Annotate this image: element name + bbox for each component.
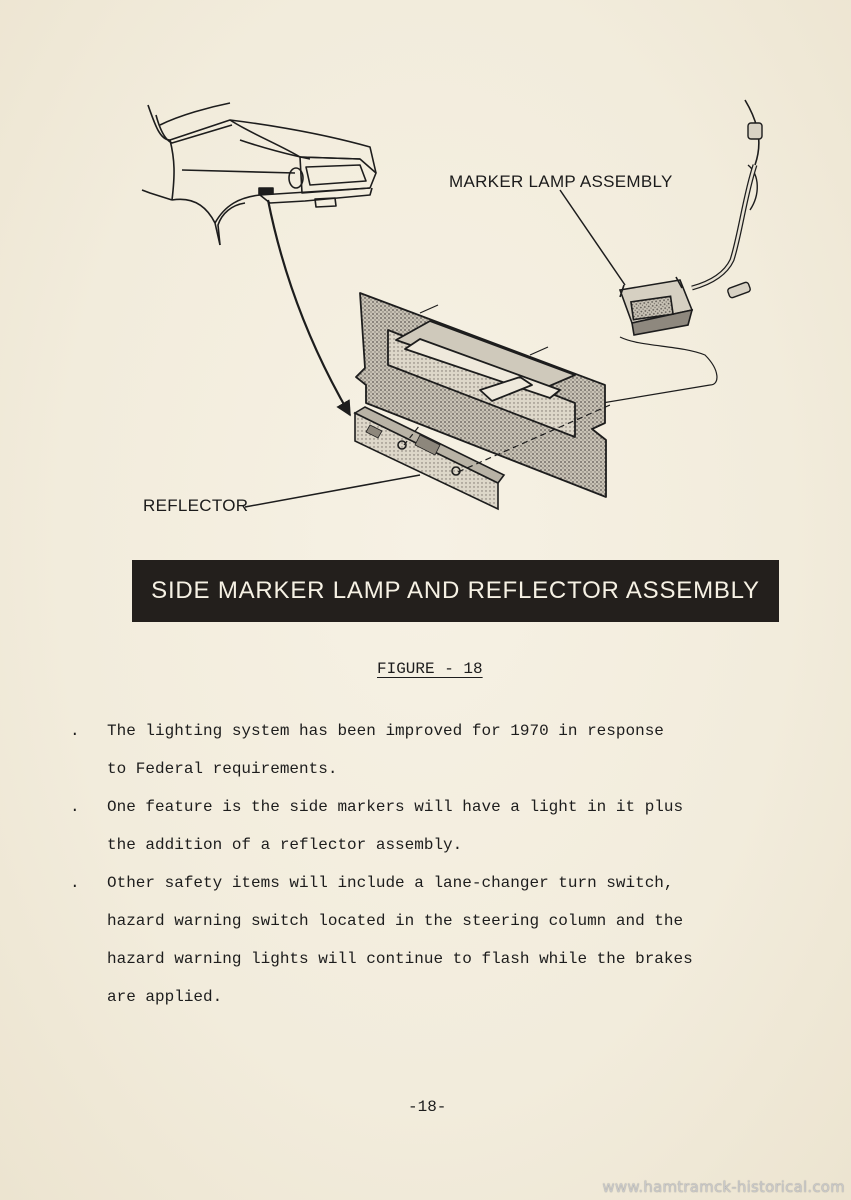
bullet-line: are applied. bbox=[107, 988, 223, 1006]
bullet-line: hazard warning lights will continue to flash while the brakes bbox=[107, 950, 693, 968]
figure-caption-text: SIDE MARKER LAMP AND REFLECTOR ASSEMBLY bbox=[151, 577, 760, 604]
marker-lamp-assembly-label: MARKER LAMP ASSEMBLY bbox=[449, 172, 673, 191]
car-front-drawing bbox=[142, 103, 376, 245]
bullet-line: to Federal requirements. bbox=[107, 760, 338, 778]
list-item bbox=[70, 712, 810, 788]
list-item bbox=[70, 788, 810, 864]
list-item bbox=[70, 864, 810, 1016]
reflector-label: REFLECTOR bbox=[143, 496, 249, 515]
bullet-dot: . bbox=[70, 874, 80, 892]
bullet-line: Other safety items will include a lane-changer turn switch, bbox=[107, 874, 674, 892]
marker-lamp-assembly-drawing bbox=[590, 277, 717, 420]
bullet-line: hazard warning switch located in the steering column and the bbox=[107, 912, 684, 930]
figure-title: FIGURE - 18 bbox=[377, 660, 483, 678]
wire-harness bbox=[692, 100, 762, 298]
bullet-dot: . bbox=[70, 798, 80, 816]
bullet-line: the addition of a reflector assembly. bbox=[107, 836, 463, 854]
watermark: www.hamtramck-historical.com bbox=[602, 1178, 845, 1196]
bullet-dot: . bbox=[70, 722, 80, 740]
page-number: -18- bbox=[408, 1098, 447, 1116]
bullet-line: One feature is the side markers will have a light in it plus bbox=[107, 798, 684, 816]
bullet-line: The lighting system has been improved for 1970 in response bbox=[107, 722, 664, 740]
figure-caption-bar bbox=[132, 560, 779, 622]
side-marker-illustration bbox=[120, 85, 820, 515]
bullet-list bbox=[70, 712, 810, 1016]
